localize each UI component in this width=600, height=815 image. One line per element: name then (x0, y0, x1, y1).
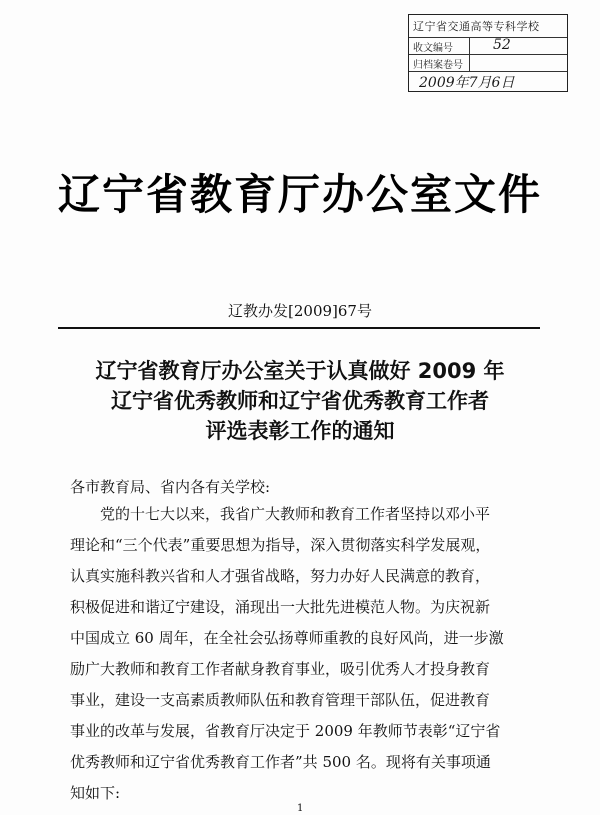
receipt-stamp (408, 14, 568, 92)
stamp-archive-row (409, 54, 567, 72)
stamp-divider (469, 37, 470, 71)
stamp-received-no-value: 52 (493, 37, 511, 53)
stamp-date: 2009年7月6日 (419, 75, 515, 91)
body-line: 认真实施科教兴省和人才强省战略，努力办好人民满意的教育， (70, 567, 491, 585)
stamp-school-row (409, 15, 567, 38)
document-number: 辽教办发[2009]67号 (228, 302, 372, 320)
body-line: 事业的改革与发展，省教育厅决定于 2009 年教师节表彰“辽宁省 (70, 722, 501, 740)
body-line: 事业，建设一支高素质教师队伍和教育管理干部队伍，促进教育 (70, 691, 491, 709)
stamp-school-name: 辽宁省交通高等专科学校 (413, 20, 540, 33)
notice-title-line-3: 评选表彰工作的通知 (205, 419, 395, 443)
issuer-title: 辽宁省教育厅办公室文件 (57, 170, 542, 219)
stamp-received-no-label: 收文编号 (413, 43, 453, 54)
salutation: 各市教育局、省内各有关学校: (70, 478, 271, 496)
stamp-archive-label: 归档案卷号 (413, 60, 463, 71)
body-line: 中国成立 60 周年，在全社会弘扬尊师重教的良好风尚，进一步激 (70, 629, 504, 647)
body-line: 理论和“三个代表”重要思想为指导，深入贯彻落实科学发展观， (70, 536, 491, 554)
body-line: 积极促进和谐辽宁建设，涌现出一大批先进模范人物。为庆祝新 (70, 598, 491, 616)
notice-title-line-2: 辽宁省优秀教师和辽宁省优秀教育工作者 (111, 389, 489, 413)
stamp-date-row (409, 71, 567, 91)
header-rule (58, 327, 540, 329)
body-line: 优秀教师和辽宁省优秀教育工作者”共 500 名。现将有关事项通 (70, 753, 491, 771)
stamp-received-no-row (409, 37, 567, 55)
body-line: 励广大教师和教育工作者献身教育事业，吸引优秀人才投身教育 (70, 660, 491, 678)
page-number: 1 (297, 803, 304, 814)
notice-title-line-1: 辽宁省教育厅办公室关于认真做好 2009 年 (95, 359, 505, 383)
body-line: 党的十七大以来，我省广大教师和教育工作者坚持以邓小平 (100, 505, 491, 523)
body-line: 知如下: (70, 784, 121, 802)
